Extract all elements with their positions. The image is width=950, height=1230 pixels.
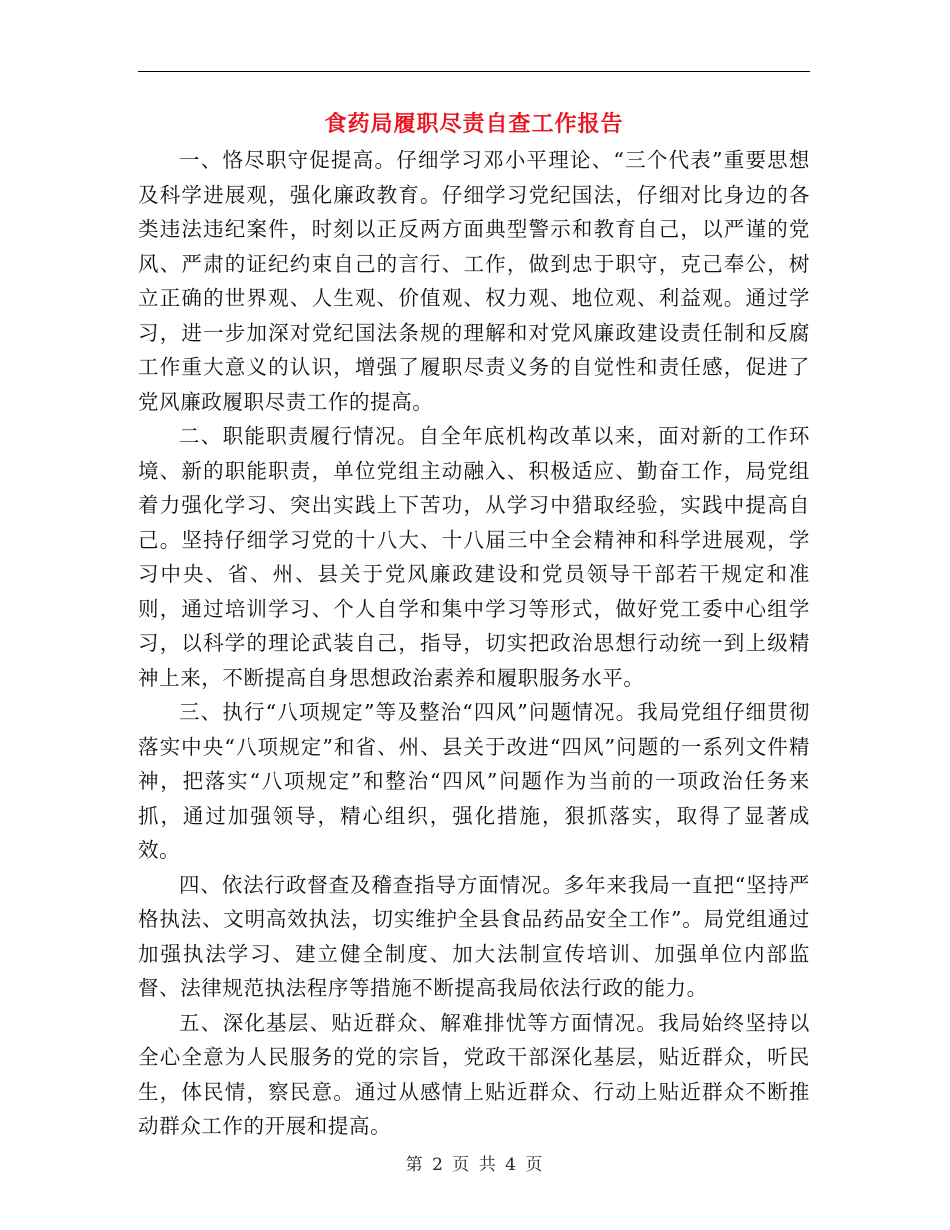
current-page-number: 2 <box>432 1155 445 1175</box>
page-label-mid: 页 共 <box>452 1155 498 1175</box>
paragraph-4: 四、依法行政督查及稽查指导方面情况。多年来我局一直把“坚持严格执法、文明高效执法，切实维护全县食品药品安全工作”。局党组通过加强执法学习、建立健全制度、加大法制宣传培训、加强单位内部监督、法律规范执法程序等措施不断提高我局依法行政的能力。 <box>138 872 810 1000</box>
page-label-suffix: 页 <box>525 1155 545 1175</box>
page-label-prefix: 第 <box>405 1155 425 1175</box>
page-footer <box>0 1150 950 1175</box>
total-pages-number: 4 <box>505 1155 518 1175</box>
document-title: 食药局履职尽责自查工作报告 <box>324 112 624 137</box>
paragraph-2: 二、职能职责履行情况。自全年底机构改革以来，面对新的工作环境、新的职能职责，单位党组主动融入、积极适应、勤奋工作，局党组着力强化学习、突出实践上下苦功，从学习中猎取经验，实践中提高自己。坚持仔细学习党的十八大、十八届三中全会精神和科学进展观，学习中央、省、州、县关于党风廉政建设和党员领导干部若干规定和准则，通过培训学习、个人自学和集中学习等形式，做好党工委中心组学习，以科学的理论武装自己，指导，切实把政治思想行动统一到上级精神上来，不断提高自身思想政治素养和履职服务水平。 <box>138 424 810 690</box>
paragraph-3: 三、执行“八项规定”等及整治“四风”问题情况。我局党组仔细贯彻落实中央“八项规定”和省、州、县关于改进“四风”问题的一系列文件精神，把落实“八项规定”和整治“四风”问题作为当前的一项政治任务来抓，通过加强领导，精心组织，强化措施，狠抓落实，取得了显著成效。 <box>138 700 810 862</box>
header-rule <box>138 71 810 72</box>
paragraph-1: 一、恪尽职守促提高。仔细学习邓小平理论、“三个代表”重要思想及科学进展观，强化廉政教育。仔细学习党纪国法，仔细对比身边的各类违法违纪案件，时刻以正反两方面典型警示和教育自己，以严谨的党风、严肃的证纪约束自己的言行、工作，做到忠于职守，克己奉公，树立正确的世界观、人生观、价值观、权力观、地位观、利益观。通过学习，进一步加深对党纪国法条规的理解和对党风廉政建设责任制和反腐工作重大意义的认识，增强了履职尽责义务的自觉性和责任感，促进了党风廉政履职尽责工作的提高。 <box>138 148 810 414</box>
document-body <box>138 143 810 1144</box>
paragraph-5: 五、深化基层、贴近群众、解难排忧等方面情况。我局始终坚持以全心全意为人民服务的党的宗旨，党政干部深化基层，贴近群众，听民生，体民情，察民意。通过从感情上贴近群众、行动上贴近群众不断推动群众工作的开展和提高。 <box>138 1010 810 1138</box>
